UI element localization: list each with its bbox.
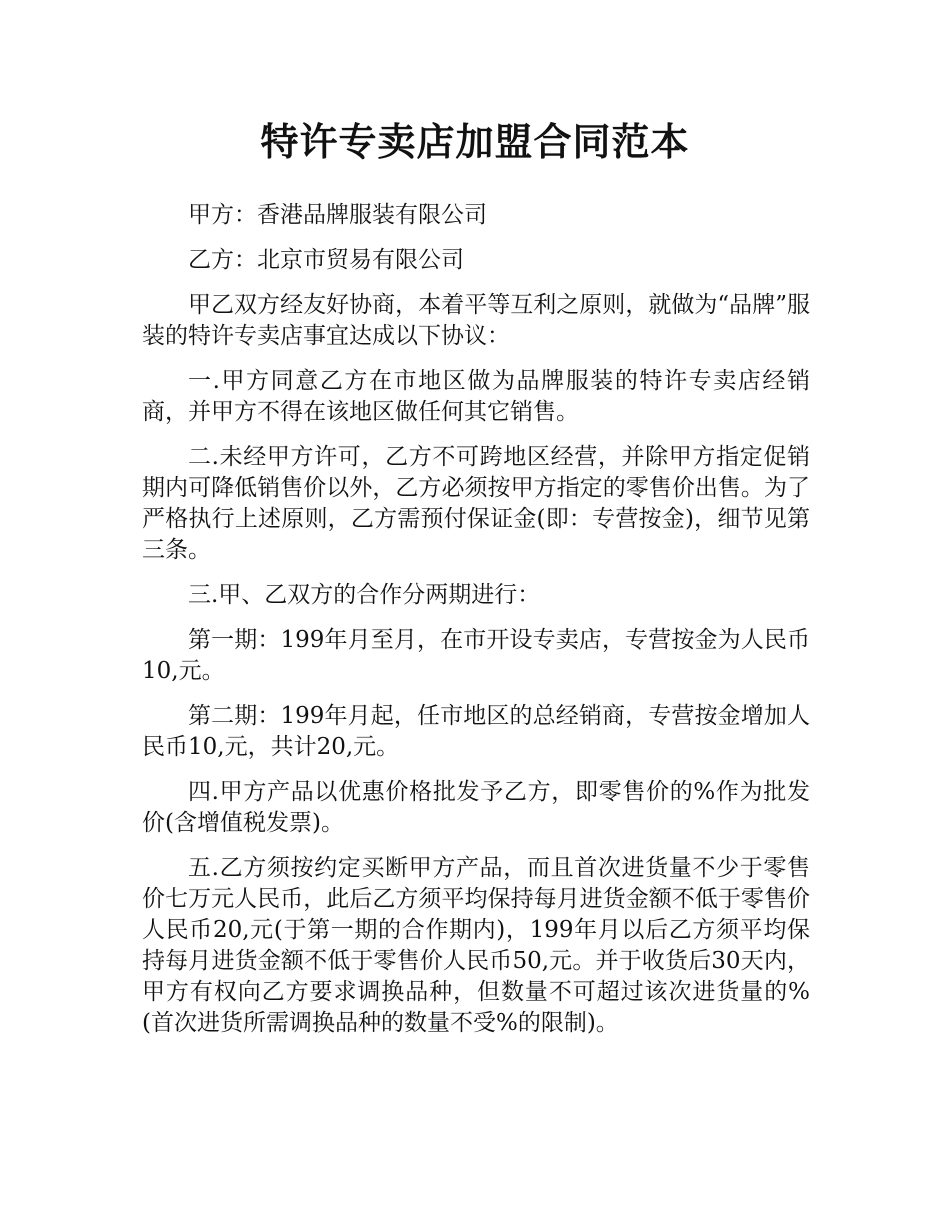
- party-a-line: 甲方：香港品牌服装有限公司: [188, 202, 487, 228]
- party-b-line: 乙方：北京市贸易有限公司: [188, 247, 464, 273]
- paragraph-intro: 甲乙双方经友好协商，本着平等互利之原则，就做为“品牌”服装的特许专卖店事宜达成以下协议：: [142, 292, 810, 349]
- document-body: [142, 200, 810, 1053]
- paragraph-phase-2: 第二期：199年月起，任市地区的总经销商，专营按金增加人民币10,元，共计20,元。: [142, 703, 810, 760]
- document-title: 特许专卖店加盟合同范本: [260, 120, 690, 164]
- paragraph-clause-2: 二.未经甲方许可，乙方不可跨地区经营，并除甲方指定促销期内可降低销售价以外，乙方必须按甲方指定的零售价出售。为了严格执行上述原则，乙方需预付保证金(即：专营按金)，细节见第三条。: [142, 444, 810, 563]
- paragraph-clause-5: 五.乙方须按约定买断甲方产品，而且首次进货量不少于零售价七万元人民币，此后乙方须平均保持每月进货金额不低于零售价人民币20,元(于第一期的合作期内)，199年月以后乙方须平均保持每月进货金额不低于零售价人民币50,元。并于收货后30天内，甲方有权向乙方要求调换品种，但数量不可超过该次进货量的%(首次进货所需调换品种的数量不受%的限制)。: [142, 855, 810, 1036]
- paragraph-clause-1: 一.甲方同意乙方在市地区做为品牌服装的特许专卖店经销商，并甲方不得在该地区做任何其它销售。: [142, 368, 810, 425]
- paragraph-clause-3: 三.甲、乙双方的合作分两期进行：: [188, 582, 541, 608]
- paragraph-phase-1: 第一期：199年月至月，在市开设专卖店，专营按金为人民币10,元。: [142, 627, 810, 684]
- paragraph-clause-4: 四.甲方产品以优惠价格批发予乙方，即零售价的%作为批发价(含增值税发票)。: [142, 779, 810, 836]
